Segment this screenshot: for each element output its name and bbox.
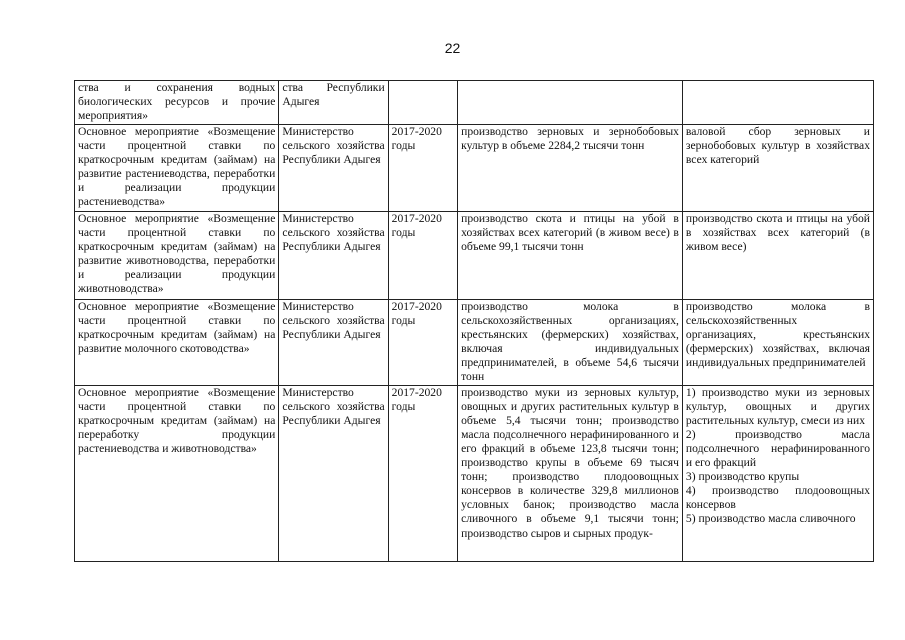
executor-cell: Министерство сельского хозяйства Республики Адыгея <box>279 300 388 386</box>
measure-cell: Основное мероприятие «Возмещение части процентной ставки по краткосрочным кредитам (займам) на переработку продукции растениеводства и животноводства» <box>75 385 279 561</box>
result-cell: производство муки из зерновых культур, овощных и других растительных культур в объеме 5,4 тысячи тонн; производство масла подсолнечного нерафинированного и его фракций в объеме 123,8 тысячи тонн; производство крупы в объеме 69 тысяч тонн; производство плодоовощных консервов в количестве 329,8 миллионов условных банок; производство масла сливочного в объеме 9,1 тысячи тонн; производство сыров и сырных продук- <box>458 385 683 561</box>
measure-cell: ства и сохранения водных биологических ресурсов и прочие мероприятия» <box>75 81 279 125</box>
period-cell <box>388 81 457 125</box>
measure-cell: Основное мероприятие «Возмещение части процентной ставки по краткосрочным кредитам (займам) на развитие молочного скотоводства» <box>75 300 279 386</box>
period-cell: 2017-2020 годы <box>388 300 457 386</box>
result-cell: производство скота и птицы на убой в хозяйствах всех категорий (в живом весе) в объеме 99,1 тысячи тонн <box>458 212 683 300</box>
table-row <box>75 300 874 386</box>
indicator-cell: валовой сбор зерновых и зернобобовых культур в хозяйствах всех категорий <box>682 125 873 212</box>
executor-cell: Министерство сельского хозяйства Республики Адыгея <box>279 212 388 300</box>
table-row <box>75 125 874 212</box>
result-cell <box>458 81 683 125</box>
indicator-cell: производство молока в сельскохозяйственных организациях, крестьянских (фермерских) хозяйствах, включая индивидуальных предпринимателей <box>682 300 873 386</box>
period-cell: 2017-2020 годы <box>388 385 457 561</box>
measure-cell: Основное мероприятие «Возмещение части процентной ставки по краткосрочным кредитам (займам) на развитие животноводства, переработки и реализации продукции животноводства» <box>75 212 279 300</box>
indicator-cell: производство скота и птицы на убой в хозяйствах всех категорий (в живом весе) <box>682 212 873 300</box>
table-row <box>75 212 874 300</box>
executor-cell: Министерство сельского хозяйства Республики Адыгея <box>279 125 388 212</box>
indicator-cell: 1) производство муки из зерновых культур, овощных и других растительных культур, смеси из них 2) производство масла подсолнечного нерафинированного и его фракций 3) производство крупы 4) производство плодоовощных консервов 5) производство масла сливочного <box>682 385 873 561</box>
indicator-cell <box>682 81 873 125</box>
table-row <box>75 385 874 561</box>
period-cell: 2017-2020 годы <box>388 125 457 212</box>
measure-cell: Основное мероприятие «Возмещение части процентной ставки по краткосрочным кредитам (займам) на развитие растениеводства, переработки и реализации продукции растениеводства» <box>75 125 279 212</box>
table-row <box>75 81 874 125</box>
executor-cell: Министерство сельского хозяйства Республики Адыгея <box>279 385 388 561</box>
page-number: 22 <box>444 40 461 56</box>
measures-table <box>74 80 874 562</box>
result-cell: производство молока в сельскохозяйственных организациях, крестьянских (фермерских) хозяйствах, включая индивидуальных предпринимателей, в объеме 54,6 тысячи тонн <box>458 300 683 386</box>
period-cell: 2017-2020 годы <box>388 212 457 300</box>
result-cell: производство зерновых и зернобобовых культур в объеме 2284,2 тысячи тонн <box>458 125 683 212</box>
executor-cell: ства Республики Адыгея <box>279 81 388 125</box>
